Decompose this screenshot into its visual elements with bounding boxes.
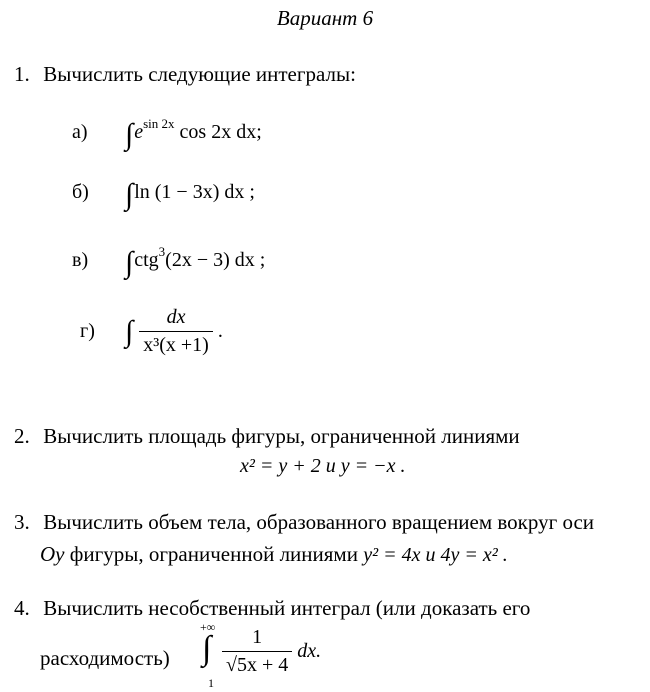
integral-sign-icon: ∫	[125, 246, 134, 279]
integral-sign-icon: ∫	[125, 314, 134, 348]
task-4-fraction	[222, 626, 321, 677]
item-label: б)	[72, 181, 89, 203]
axis-label: Oy	[40, 542, 65, 566]
fraction-denominator: √5x + 4	[226, 654, 289, 676]
task-4-heading	[14, 596, 530, 621]
task-number: 4.	[14, 596, 30, 620]
task-3-line-2: Oy фигуры, ограниченной линиями y² = 4x и 4y = x² .	[40, 542, 508, 566]
task-text: Вычислить площадь фигуры, ограниченной линиями	[43, 424, 520, 448]
lower-limit: 1	[208, 676, 214, 690]
integral-sign-icon: ∫	[202, 630, 212, 667]
fraction-denominator: x³(x +1)	[143, 334, 209, 356]
task-1-item-c	[72, 244, 265, 278]
task-2-heading	[14, 424, 520, 449]
fraction	[222, 626, 292, 677]
fraction-numerator: dx	[139, 306, 213, 332]
task-text: Вычислить объем тела, образованного вращением вокруг оси	[43, 510, 595, 534]
fraction	[139, 306, 213, 357]
fraction-numerator: 1	[222, 626, 292, 652]
integral-sign-icon: ∫	[125, 118, 134, 151]
task-number: 3.	[14, 510, 30, 534]
task-1-heading	[14, 62, 356, 87]
upper-limit: +∞	[200, 620, 216, 634]
item-label: в)	[72, 249, 89, 271]
integral-expression: ∫ctg$^3$(2x − 3) dx ;	[125, 244, 266, 279]
task-2-formula: x² = y + 2 и y = −x .	[240, 455, 406, 477]
integral-expression: $\int e^{sin 2x}$ cos 2x dx;	[125, 116, 262, 151]
item-label: г)	[80, 320, 95, 342]
task-3-formula: y² = 4x и 4y = x² .	[363, 544, 508, 566]
task-text: Вычислить несобственный интеграл (или доказать его	[43, 596, 531, 620]
task-number: 2.	[14, 424, 30, 448]
task-1-item-b	[72, 180, 255, 210]
integral-expression: ∫ln (1 − 3x) dx ;	[125, 178, 255, 211]
integral-sign-icon: ∫	[125, 178, 134, 211]
item-label: а)	[72, 121, 88, 143]
task-number: 1.	[14, 62, 30, 86]
task-1-item-d: г) ∫ $\frac{dx}{\text{x³(x +1)}}$ .	[80, 306, 223, 356]
task-3-heading	[14, 510, 594, 535]
differential: dx.	[297, 640, 322, 662]
task-text: Вычислить следующие интегралы:	[43, 62, 356, 86]
variant-title: Вариант 6	[276, 6, 374, 30]
task-1-item-a	[72, 116, 262, 150]
task-4-line-2: расходимость)	[40, 646, 170, 670]
